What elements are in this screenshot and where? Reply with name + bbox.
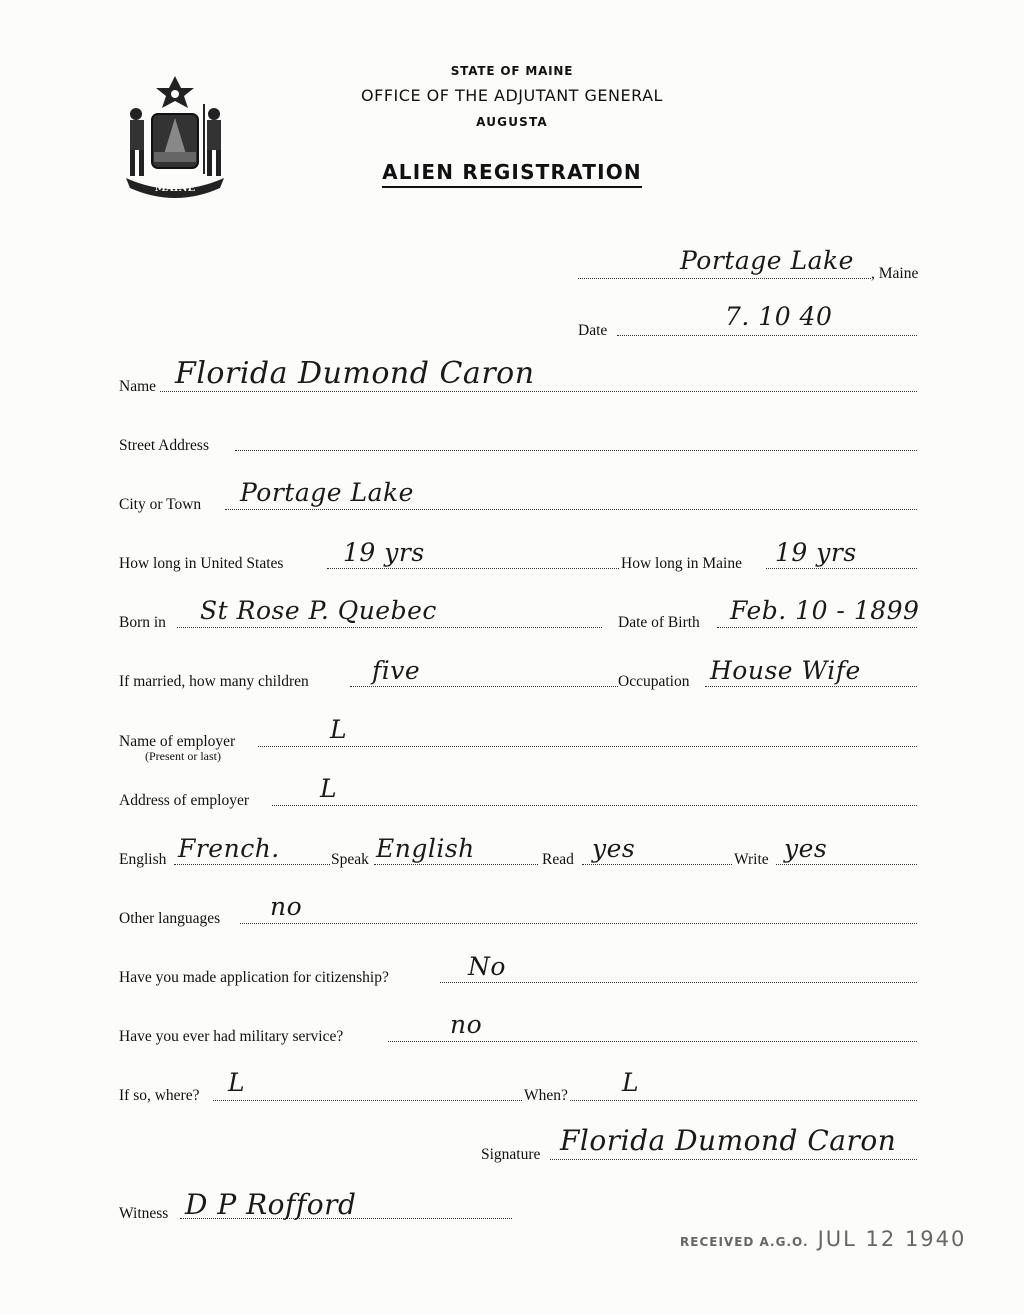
read-value[interactable]: yes xyxy=(592,834,636,863)
witness-label: Witness xyxy=(119,1205,169,1222)
name-value[interactable]: Florida Dumond Caron xyxy=(175,356,535,391)
employer-name-sublabel: (Present or last) xyxy=(145,749,221,763)
occupation-label: Occupation xyxy=(618,673,690,690)
citizenship-label: Have you made application for citizenship? xyxy=(119,969,389,986)
maine-duration-value[interactable]: 19 yrs xyxy=(775,538,857,567)
date-label: Date xyxy=(578,322,608,339)
speak-label: Speak xyxy=(331,851,369,868)
military-line xyxy=(388,1039,917,1042)
employer-address-label: Address of employer xyxy=(119,792,249,809)
us-duration-label: How long in United States xyxy=(119,555,284,572)
us-duration-value[interactable]: 19 yrs xyxy=(343,538,425,567)
other-languages-label: Other languages xyxy=(119,910,221,927)
english-label: English xyxy=(119,851,167,868)
english-value[interactable]: French. xyxy=(178,834,280,863)
other-languages-value[interactable]: no xyxy=(270,892,303,921)
street-address-label: Street Address xyxy=(119,437,209,454)
name-label: Name xyxy=(119,378,157,395)
where-value[interactable]: L xyxy=(228,1068,246,1097)
received-stamp-date: JUL 12 1940 xyxy=(817,1227,967,1251)
witness-value[interactable]: D P Rofford xyxy=(185,1188,357,1221)
employer-address-value[interactable]: L xyxy=(320,774,338,803)
form-title: ALIEN REGISTRATION xyxy=(0,160,1024,184)
maine-duration-label: How long in Maine xyxy=(621,555,742,572)
children-value[interactable]: five xyxy=(372,656,421,685)
other-languages-line xyxy=(240,921,917,924)
where-line xyxy=(213,1098,522,1101)
signature-value[interactable]: Florida Dumond Caron xyxy=(560,1124,897,1157)
employer-name-value[interactable]: L xyxy=(330,715,348,744)
location-value[interactable]: Portage Lake xyxy=(680,246,854,275)
born-in-value[interactable]: St Rose P. Quebec xyxy=(200,596,437,625)
state-heading: STATE OF MAINE xyxy=(450,64,574,78)
military-label: Have you ever had military service? xyxy=(119,1028,344,1045)
date-value[interactable]: 7. 10 40 xyxy=(725,302,833,331)
where-label: If so, where? xyxy=(119,1087,200,1104)
write-value[interactable]: yes xyxy=(784,834,828,863)
office-heading: OFFICE OF THE ADJUTANT GENERAL xyxy=(361,86,663,105)
citizenship-line xyxy=(440,980,917,983)
received-stamp xyxy=(680,1227,966,1251)
dob-line xyxy=(717,625,917,628)
children-label: If married, how many children xyxy=(119,673,309,690)
speak-value[interactable]: English xyxy=(376,834,475,863)
when-label: When? xyxy=(524,1087,568,1104)
write-label: Write xyxy=(734,851,769,868)
city-heading: AUGUSTA xyxy=(476,115,548,129)
dob-value[interactable]: Feb. 10 - 1899 xyxy=(730,596,920,625)
seal-label: MAINE xyxy=(154,183,196,194)
date-line xyxy=(617,333,917,336)
when-line xyxy=(570,1098,917,1101)
dob-label: Date of Birth xyxy=(618,614,700,631)
when-value[interactable]: L xyxy=(622,1068,640,1097)
born-in-label: Born in xyxy=(119,614,166,631)
read-label: Read xyxy=(542,851,574,868)
military-value[interactable]: no xyxy=(450,1010,483,1039)
city-line xyxy=(225,507,917,510)
received-stamp-label: RECEIVED A.G.O. xyxy=(680,1235,809,1249)
occupation-value[interactable]: House Wife xyxy=(710,656,861,685)
city-value[interactable]: Portage Lake xyxy=(240,478,414,507)
born-in-line xyxy=(177,625,602,628)
street-address-line xyxy=(235,448,917,451)
employer-address-line xyxy=(272,803,917,806)
employer-name-label: Name of employer xyxy=(119,733,236,750)
location-suffix: , Maine xyxy=(871,265,919,282)
employer-name-line xyxy=(258,744,917,747)
location-line xyxy=(578,276,871,279)
city-label: City or Town xyxy=(119,496,202,513)
signature-line xyxy=(550,1157,917,1160)
citizenship-value[interactable]: No xyxy=(468,952,506,981)
signature-label: Signature xyxy=(481,1146,541,1163)
